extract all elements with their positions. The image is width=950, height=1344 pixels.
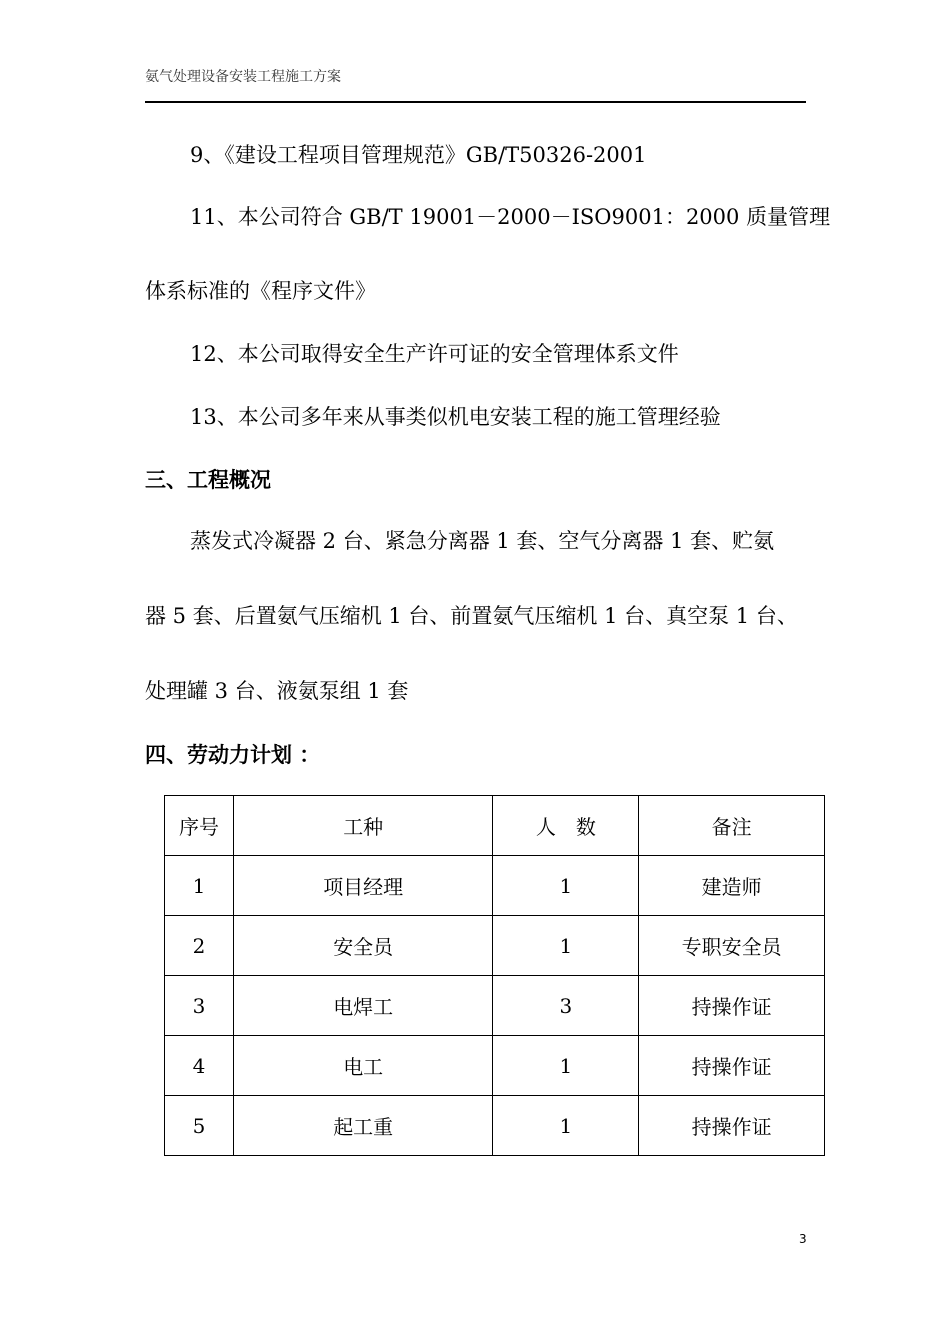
page-header-title: 氨气处理设备安装工程施工方案 <box>145 69 341 85</box>
section-heading-overview: 三、工程概况 <box>145 468 271 492</box>
header-cell-remarks: 备注 <box>639 796 825 856</box>
table-row <box>165 1096 825 1156</box>
cell-remarks: 持操作证 <box>639 1036 825 1096</box>
header-divider <box>145 101 806 103</box>
cell-trade: 电焊工 <box>233 976 493 1036</box>
reference-item-12: 12、本公司取得安全生产许可证的安全管理体系文件 <box>190 342 679 366</box>
cell-remarks: 持操作证 <box>639 976 825 1036</box>
section-heading-labor-plan: 四、劳动力计划 ： <box>145 743 321 767</box>
table-row <box>165 976 825 1036</box>
cell-remarks: 专职安全员 <box>639 916 825 976</box>
reference-item-9: 9、《建设工程项目管理规范》GB/T50326-2001 <box>190 143 647 167</box>
cell-trade: 项目经理 <box>233 856 493 916</box>
header-cell-trade: 工种 <box>233 796 493 856</box>
cell-trade: 安全员 <box>233 916 493 976</box>
labor-plan-table <box>164 795 825 1156</box>
cell-remarks: 持操作证 <box>639 1096 825 1156</box>
cell-count: 1 <box>493 856 639 916</box>
cell-remarks: 建造师 <box>639 856 825 916</box>
cell-index: 5 <box>165 1096 234 1156</box>
cell-count: 1 <box>493 1096 639 1156</box>
table-header-row <box>165 796 825 856</box>
cell-index: 3 <box>165 976 234 1036</box>
cell-index: 4 <box>165 1036 234 1096</box>
cell-count: 1 <box>493 1036 639 1096</box>
table-row <box>165 916 825 976</box>
overview-paragraph-line-1: 蒸发式冷凝器 2 台、紧急分离器 1 套、空气分离器 1 套、贮氨 <box>190 529 775 553</box>
cell-index: 1 <box>165 856 234 916</box>
page-number: 3 <box>799 1232 807 1246</box>
header-cell-index: 序号 <box>165 796 234 856</box>
table-row <box>165 1036 825 1096</box>
overview-paragraph-line-3: 处理罐 3 台、液氨泵组 1 套 <box>145 679 409 703</box>
cell-trade: 电工 <box>233 1036 493 1096</box>
cell-count: 3 <box>493 976 639 1036</box>
overview-paragraph-line-2: 器 5 套、后置氨气压缩机 1 台、前置氨气压缩机 1 台、真空泵 1 台、 <box>145 604 798 628</box>
cell-count: 1 <box>493 916 639 976</box>
table-row <box>165 856 825 916</box>
cell-trade: 起工重 <box>233 1096 493 1156</box>
header-cell-count: 人 数 <box>493 796 639 856</box>
reference-item-11: 11、本公司符合 GB/T 19001－2000－ISO9001：2000 质量管理 <box>190 205 831 229</box>
cell-index: 2 <box>165 916 234 976</box>
reference-item-13: 13、本公司多年来从事类似机电安装工程的施工管理经验 <box>190 405 721 429</box>
reference-item-11-continued: 体系标准的《程序文件》 <box>145 279 376 303</box>
